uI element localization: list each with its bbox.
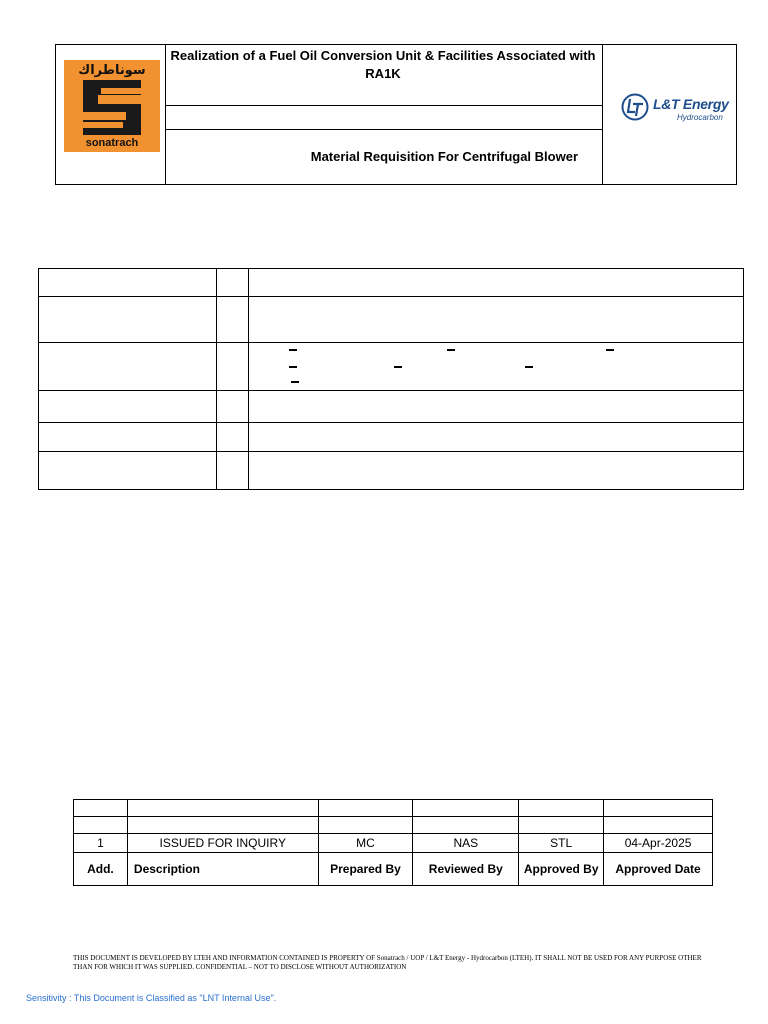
rev-description	[127, 800, 318, 817]
table-row	[39, 269, 744, 297]
table-cell	[39, 343, 217, 391]
rev-add	[74, 817, 128, 834]
lt-energy-logo	[619, 90, 729, 130]
document-title: Material Requisition For Centrifugal Blower	[310, 149, 578, 164]
table-cell	[216, 452, 248, 490]
table-row	[39, 452, 744, 490]
table-row	[74, 800, 713, 817]
sonatrach-logo-arabic: سوناطراك	[78, 62, 146, 77]
table-cell	[39, 452, 217, 490]
dash-mark	[291, 381, 299, 383]
table-cell	[216, 297, 248, 343]
rev-prepared: MC	[318, 834, 413, 853]
revision-table	[73, 799, 713, 886]
lt-logo-icon	[620, 92, 650, 122]
table-cell	[248, 423, 743, 452]
rev-add: 1	[74, 834, 128, 853]
table-cell	[248, 391, 743, 423]
rev-date	[604, 800, 713, 817]
table-row	[74, 834, 713, 853]
rev-reviewed	[413, 800, 519, 817]
rev-prepared	[318, 817, 413, 834]
rev-approved	[519, 800, 604, 817]
sonatrach-logo-text: sonatrach	[85, 137, 139, 149]
table-row	[74, 817, 713, 834]
table-cell	[248, 343, 743, 391]
project-title: Realization of a Fuel Oil Conversion Unit & Facilities Associated with RA1K	[170, 48, 596, 81]
dash-mark	[394, 366, 402, 368]
header-description: Description	[127, 853, 318, 886]
confidentiality-disclaimer: THIS DOCUMENT IS DEVELOPED BY LTEH AND INFORMATION CONTAINED IS PROPERTY OF Sonatrach / UOP / L&T Energy - Hydrocarbon (LTEH). IT SHALL NOT BE USED FOR ANY PURPOSE OTHER THAN FOR WHICH IT WAS SUPPLIED. CONFIDENTIAL – NOT TO DISCLOSE WITHOUT AUTHORIZATION	[73, 954, 702, 971]
table-row	[39, 297, 744, 343]
lt-logo-name: L&T Energy	[653, 96, 729, 112]
table-cell	[39, 423, 217, 452]
table-cell	[248, 452, 743, 490]
header-approved-by: Approved By	[519, 853, 604, 886]
table-cell	[248, 297, 743, 343]
table-cell	[216, 343, 248, 391]
table-cell	[39, 269, 217, 297]
table-cell	[216, 423, 248, 452]
lt-logo-sub: Hydrocarbon	[677, 113, 723, 122]
dash-mark	[447, 349, 455, 351]
header-divider	[602, 45, 603, 184]
table-cell	[216, 269, 248, 297]
header-reviewed-by: Reviewed By	[413, 853, 519, 886]
header-approved-date: Approved Date	[604, 853, 713, 886]
document-header	[55, 44, 737, 185]
table-cell	[39, 391, 217, 423]
header-prepared-by: Prepared By	[318, 853, 413, 886]
dash-mark	[289, 366, 297, 368]
dash-mark	[525, 366, 533, 368]
table-row	[39, 391, 744, 423]
rev-add	[74, 800, 128, 817]
rev-reviewed	[413, 817, 519, 834]
sensitivity-label: Sensitivity : This Document is Classified as "LNT Internal Use".	[26, 993, 277, 1003]
document-info-table	[38, 268, 744, 490]
rev-prepared	[318, 800, 413, 817]
rev-approved: STL	[519, 834, 604, 853]
table-row	[39, 343, 744, 391]
rev-reviewed: NAS	[413, 834, 519, 853]
table-cell	[248, 269, 743, 297]
rev-description: ISSUED FOR INQUIRY	[127, 834, 318, 853]
header-divider	[166, 105, 602, 106]
dash-mark	[289, 349, 297, 351]
table-cell	[216, 391, 248, 423]
rev-approved	[519, 817, 604, 834]
table-row	[39, 423, 744, 452]
dash-mark	[606, 349, 614, 351]
rev-description	[127, 817, 318, 834]
rev-date	[604, 817, 713, 834]
header-divider	[166, 129, 602, 130]
sonatrach-logo	[64, 60, 160, 152]
header-add: Add.	[74, 853, 128, 886]
table-cell	[39, 297, 217, 343]
table-header-row	[74, 853, 713, 886]
rev-date: 04-Apr-2025	[604, 834, 713, 853]
